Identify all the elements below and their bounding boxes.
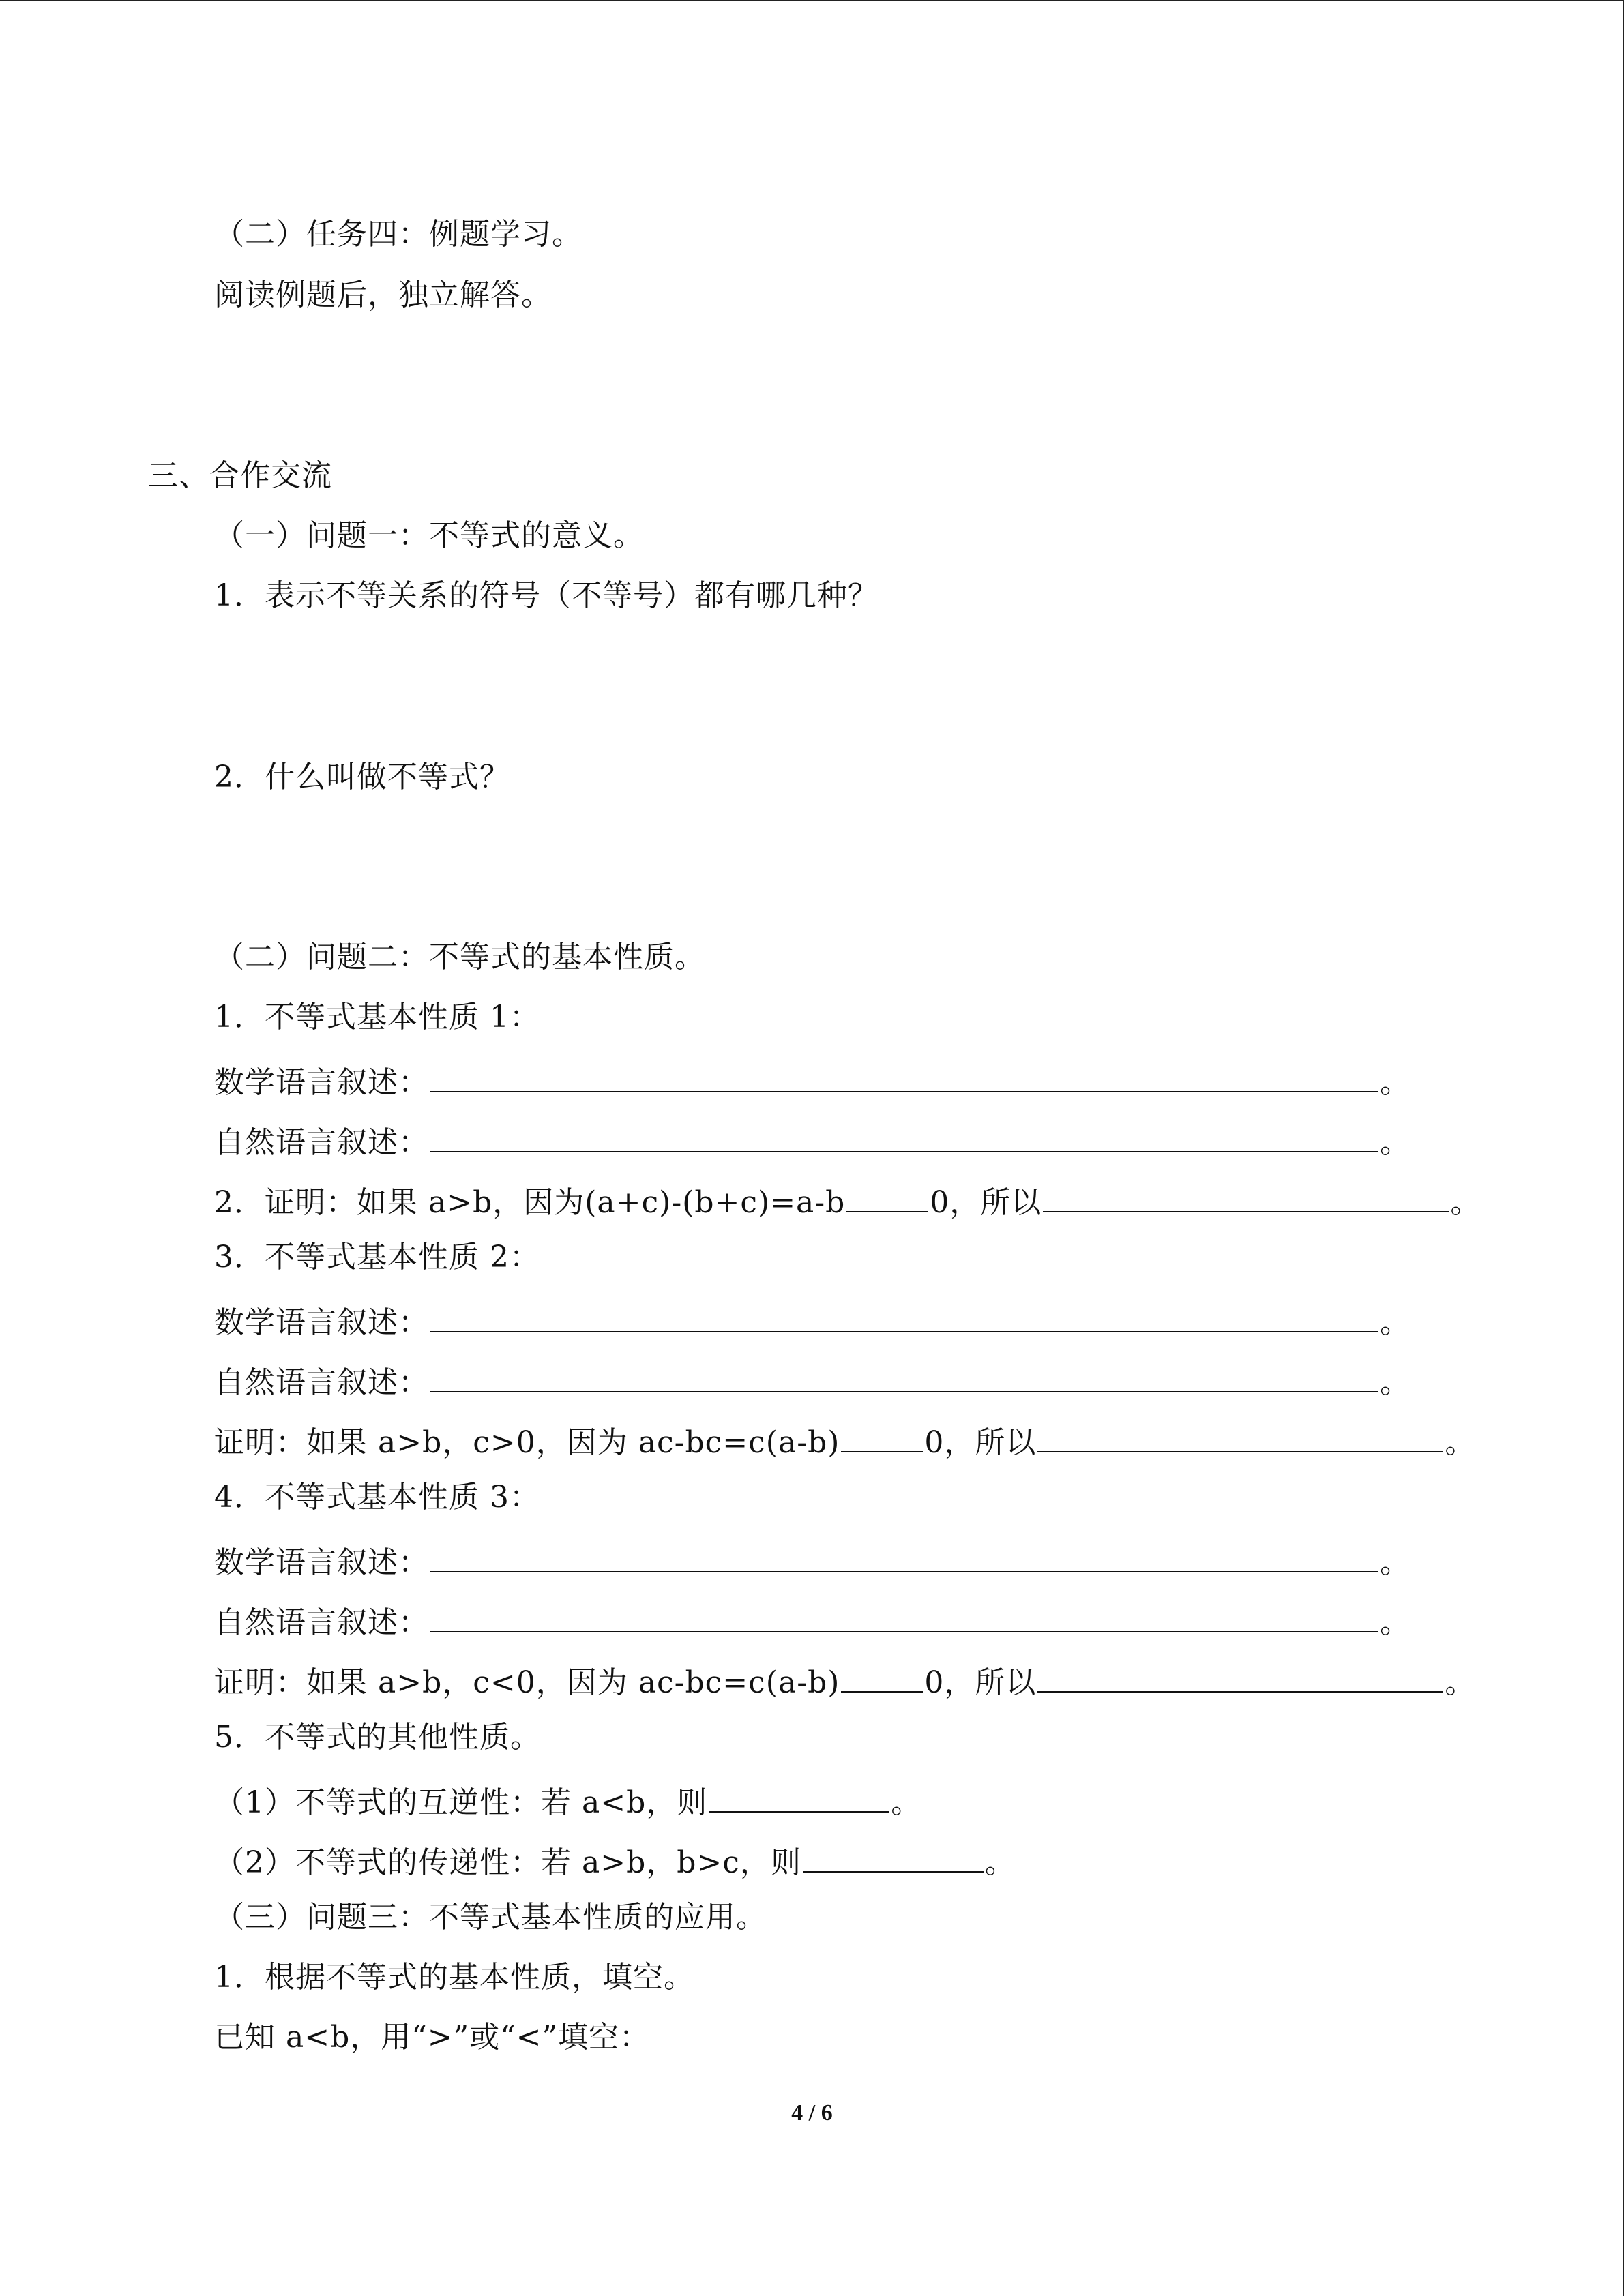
q1-title: （一）问题一：不等式的意义。 bbox=[214, 518, 644, 553]
task4-title: （二）任务四：例题学习。 bbox=[214, 217, 582, 252]
prop1-title: 1．不等式基本性质 1： bbox=[214, 1000, 540, 1034]
prop3-title: 4．不等式基本性质 3： bbox=[214, 1480, 540, 1515]
task4-text: 阅读例题后，独立解答。 bbox=[214, 278, 552, 312]
answer-blank[interactable] bbox=[803, 1837, 984, 1873]
q3-title: （三）问题三：不等式基本性质的应用。 bbox=[214, 1900, 767, 1935]
answer-blank[interactable] bbox=[841, 1417, 923, 1452]
answer-blank[interactable] bbox=[430, 1537, 1378, 1572]
answer-blank[interactable] bbox=[430, 1357, 1378, 1392]
answer-blank[interactable] bbox=[1037, 1417, 1443, 1452]
proof1: 2．证明：如果 a>b，因为(a+c)-(b+c)=a-b 0，所以 。 bbox=[214, 1177, 1481, 1223]
other-property-1: （1）不等式的互逆性：若 a<b，则 。 bbox=[214, 1777, 921, 1823]
prop3-math-statement: 数学语言叙述： 。 bbox=[214, 1537, 1411, 1583]
label: 自然语言叙述： bbox=[214, 1125, 429, 1160]
answer-blank[interactable] bbox=[430, 1057, 1378, 1092]
prop2-natural-statement: 自然语言叙述： 。 bbox=[214, 1357, 1411, 1403]
prop2-title: 3．不等式基本性质 2： bbox=[214, 1240, 540, 1274]
prop1-natural-statement: 自然语言叙述： 。 bbox=[214, 1117, 1411, 1163]
prop3-natural-statement: 自然语言叙述： 。 bbox=[214, 1597, 1411, 1643]
q3-given: 已知 a<b，用“>”或“<”填空： bbox=[214, 2020, 650, 2055]
answer-blank[interactable] bbox=[430, 1117, 1378, 1152]
other-property-2: （2）不等式的传递性：若 a>b，b>c，则 。 bbox=[214, 1837, 1016, 1883]
q2-title: （二）问题二：不等式的基本性质。 bbox=[214, 940, 705, 974]
prop1-math-statement: 数学语言叙述： 。 bbox=[214, 1057, 1411, 1103]
answer-blank[interactable] bbox=[1037, 1657, 1443, 1693]
proof3: 证明：如果 a>b，c<0，因为 ac-bc=c(a-b) 0，所以 。 bbox=[214, 1657, 1475, 1703]
page-number: 4 / 6 bbox=[791, 2100, 833, 2126]
answer-blank[interactable] bbox=[846, 1177, 928, 1212]
other-properties-title: 5．不等式的其他性质。 bbox=[214, 1720, 541, 1755]
answer-blank[interactable] bbox=[841, 1657, 923, 1693]
prop2-math-statement: 数学语言叙述： 。 bbox=[214, 1297, 1411, 1343]
page-top-border bbox=[0, 0, 1623, 1]
answer-blank[interactable] bbox=[709, 1777, 889, 1813]
proof2: 证明：如果 a>b，c>0，因为 ac-bc=c(a-b) 0，所以 。 bbox=[214, 1417, 1475, 1463]
answer-blank[interactable] bbox=[430, 1297, 1378, 1332]
answer-blank[interactable] bbox=[1043, 1177, 1449, 1212]
answer-blank[interactable] bbox=[430, 1597, 1378, 1632]
q3-item1: 1．根据不等式的基本性质，填空。 bbox=[214, 1960, 694, 1995]
q1-item1: 1．表示不等关系的符号（不等号）都有哪几种？ bbox=[214, 578, 879, 613]
label: 数学语言叙述： bbox=[214, 1065, 429, 1100]
q1-item2: 2．什么叫做不等式？ bbox=[214, 760, 510, 794]
section3-title: 三、合作交流 bbox=[148, 458, 332, 493]
